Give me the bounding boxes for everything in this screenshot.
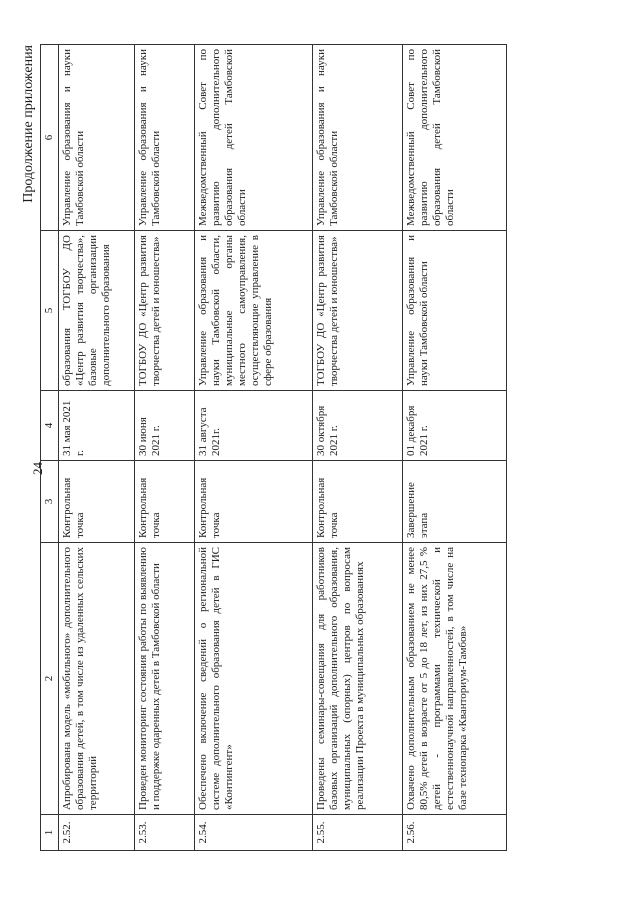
table-row <box>313 45 403 851</box>
row-control: Управление образования и науки Тамбовской области <box>313 45 403 231</box>
row-date: 01 декабря 2021 г. <box>403 391 507 461</box>
table-row <box>59 45 135 851</box>
row-date: 30 июня 2021 г. <box>135 391 195 461</box>
col-header-date: 4 <box>41 391 59 461</box>
row-event: Обеспечено включение сведений о региональной системе дополнительного образования детей в ГИС «Контингент» <box>195 543 313 815</box>
row-control: Межведомственный Совет по развитию дополнительного образования детей Тамбовской области <box>195 45 313 231</box>
col-header-executor: 5 <box>41 231 59 391</box>
row-type: Завершение этапа <box>403 461 507 543</box>
table-header-row <box>41 45 59 851</box>
row-event: Охвачено дополнительным образованием не менее 80,5% детей в возрасте от 5 до 18 лет, из них 27,5 % детей - программами технической и естественнонаучной направленностей, в том числе на базе технопарка «Кванториум-Тамбов» <box>403 543 507 815</box>
page-number: 24 <box>30 462 45 475</box>
row-event: Проведены семинары-совещания для работников базовых организаций дополнительного образования, муниципальных (опорных) центров по вопросам реализации Проекта в муниципальных образованиях <box>313 543 403 815</box>
continuation-label: Продолжение приложения <box>21 45 36 203</box>
row-event: Проведен мониторинг состояния работы по выявлению и поддержке одаренных детей в Тамбовской области <box>135 543 195 815</box>
row-executor: Управление образования и науки Тамбовской области <box>403 231 507 391</box>
table-row <box>403 45 507 851</box>
row-type: Контрольная точка <box>59 461 135 543</box>
row-type: Контрольная точка <box>313 461 403 543</box>
row-number: 2.52. <box>59 815 135 851</box>
plan-table <box>40 44 507 851</box>
row-number: 2.55. <box>313 815 403 851</box>
row-executor: ТОГБОУ ДО «Центр развития творчества детей и юношества» <box>135 231 195 391</box>
row-executor: Управление образования и науки Тамбовской области, муниципальные органы местного самоуправления, осуществляющие управление в сфере образования <box>195 231 313 391</box>
row-executor: ТОГБОУ ДО «Центр развития творчества детей и юношества» <box>313 231 403 391</box>
table-row <box>135 45 195 851</box>
row-type: Контрольная точка <box>195 461 313 543</box>
row-date: 31 мая 2021 г. <box>59 391 135 461</box>
row-control: Управление образования и науки Тамбовской области <box>59 45 135 231</box>
col-header-event: 2 <box>41 543 59 815</box>
row-executor: образования ТОГБОУ ДО «Центр развития творчества», базовые организации дополнительного образования <box>59 231 135 391</box>
rotated-content <box>20 25 620 885</box>
col-header-number: 1 <box>41 815 59 851</box>
row-date: 31 августа 2021г. <box>195 391 313 461</box>
col-header-control: 6 <box>41 45 59 231</box>
row-number: 2.54. <box>195 815 313 851</box>
row-date: 30 октября 2021 г. <box>313 391 403 461</box>
col-header-type: 3 <box>41 461 59 543</box>
row-control: Управление образования и науки Тамбовской области <box>135 45 195 231</box>
row-type: Контрольная точка <box>135 461 195 543</box>
row-control: Межведомственный Совет по развитию дополнительного образования детей Тамбовской области <box>403 45 507 231</box>
row-number: 2.53. <box>135 815 195 851</box>
row-number: 2.56. <box>403 815 507 851</box>
row-event: Апробирована модель «мобильного» дополнительного образования детей, в том числе из удаленных сельских территорий <box>59 543 135 815</box>
table-row <box>195 45 313 851</box>
